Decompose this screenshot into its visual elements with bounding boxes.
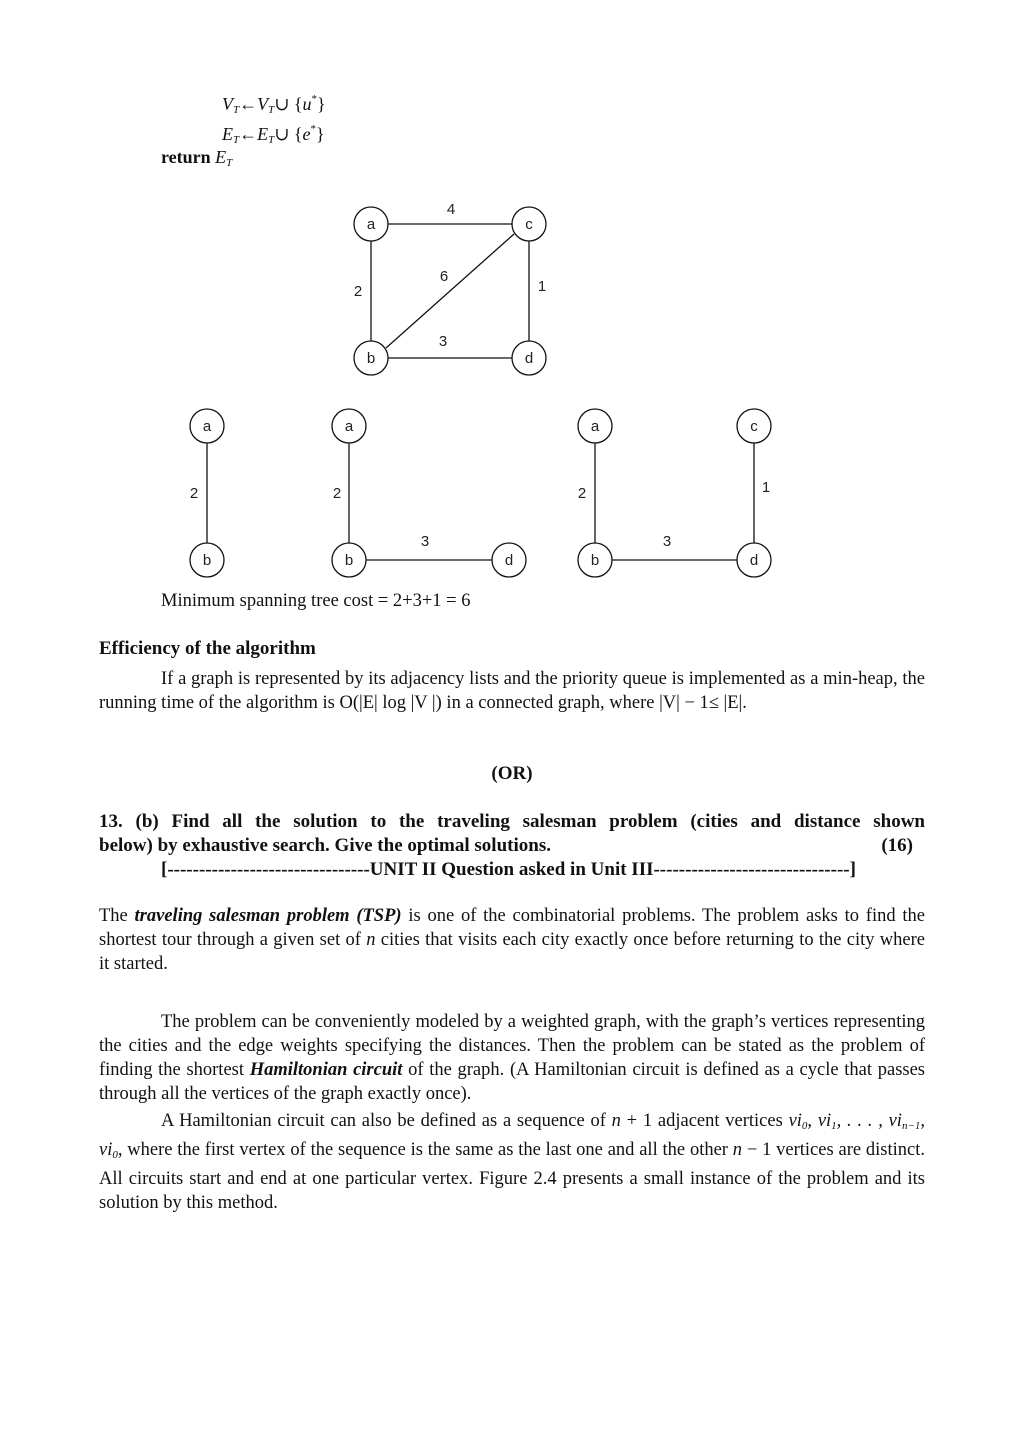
step3-c-label: c [750, 418, 758, 435]
weight-bd: 3 [438, 333, 448, 350]
step-2-graph [332, 409, 526, 577]
q13-unit-note: [--------------------------------UNIT II Question asked in Unit III-------------------------------] [161, 859, 856, 880]
node-b-label: b [366, 350, 376, 367]
weight-cd: 1 [537, 278, 547, 295]
step1-weight-ab: 2 [189, 485, 199, 502]
node-a-label: a [366, 216, 376, 233]
efficiency-text: If a graph is represented by its adjacency lists and the priority queue is implemented as a min-heap, the running time of the algorithm is O(|E| log |V |) in a connected graph, where |V| − 1≤ |E|. [99, 669, 925, 713]
node-d-label: d [524, 350, 534, 367]
step2-d-label: d [504, 552, 514, 569]
vertex-sequence: $vi_0$, $vi_1$, . . . , $vi_{n-1}$, $vi_0$ [99, 1111, 926, 1161]
weight-bc: 6 [439, 268, 449, 285]
q13-line1: 13. (b) Find all the solution to the traveling salesman problem (cities and distance shown [99, 811, 925, 832]
tsp-paragraph-1: The traveling salesman problem (TSP) is one of the combinatorial problems. The problem asks to find the shortest tour through a given set of n cities that visits each city exactly once before returning to the city where it started. [99, 906, 925, 974]
weight-ac: 4 [446, 201, 456, 218]
edge-b-c [386, 234, 514, 348]
graphs-figure [0, 0, 1024, 600]
tsp-paragraph-3: A Hamiltonian circuit can also be defined as a sequence of n + 1 adjacent vertices $vi_0$, $vi_1$, . . . , $vi_{n-1}$, $vi_0$, where the first vertex of the sequence is the same as the last one and all the other n − 1 vertices are distinct. All circuits start and end at one particular vertex. Figure 2.4 presents a small instance of the problem and its solution by this method. [99, 1111, 926, 1213]
step1-a-label: a [202, 418, 212, 435]
question-13b [99, 810, 925, 882]
q13-marks: (16) [881, 835, 913, 856]
step3-a-label: a [590, 418, 600, 435]
q13-line2: below) by exhaustive search. Give the optimal solutions. [99, 835, 551, 856]
efficiency-heading: Efficiency of the algorithm [99, 638, 316, 659]
main-graph [354, 207, 546, 375]
step3-weight-bd: 3 [662, 533, 672, 550]
step3-weight-ab: 2 [577, 485, 587, 502]
step1-b-label: b [202, 552, 212, 569]
or-label: (OR) [491, 763, 533, 784]
algo-return: return $E_T$ [161, 147, 233, 169]
step2-weight-bd: 3 [420, 533, 430, 550]
step2-b-label: b [344, 552, 354, 569]
tsp-paragraph-2: The problem can be conveniently modeled by a weighted graph, with the graph’s vertices representing the cities and the edge weights specifying the distances. Then the problem can be stated as the problem of finding the shortest Hamiltonian circuit of the graph. (A Hamiltonian circuit is defined as a cycle that passes through all the vertices of the graph exactly once). [99, 1012, 925, 1104]
mst-cost: Minimum spanning tree cost = 2+3+1 = 6 [161, 591, 471, 611]
step3-b-label: b [590, 552, 600, 569]
step2-a-label: a [344, 418, 354, 435]
algo-line-et: $E_T\leftarrow E_T\cup$ {e*} [222, 123, 325, 146]
step3-weight-cd: 1 [761, 479, 771, 496]
step-3-graph [578, 409, 771, 577]
weight-ab: 2 [353, 283, 363, 300]
step2-weight-ab: 2 [332, 485, 342, 502]
step3-d-label: d [749, 552, 759, 569]
node-c-label: c [525, 216, 533, 233]
algo-line-vt: $V_T\leftarrow V_T\cup$ {u*} [222, 93, 326, 116]
